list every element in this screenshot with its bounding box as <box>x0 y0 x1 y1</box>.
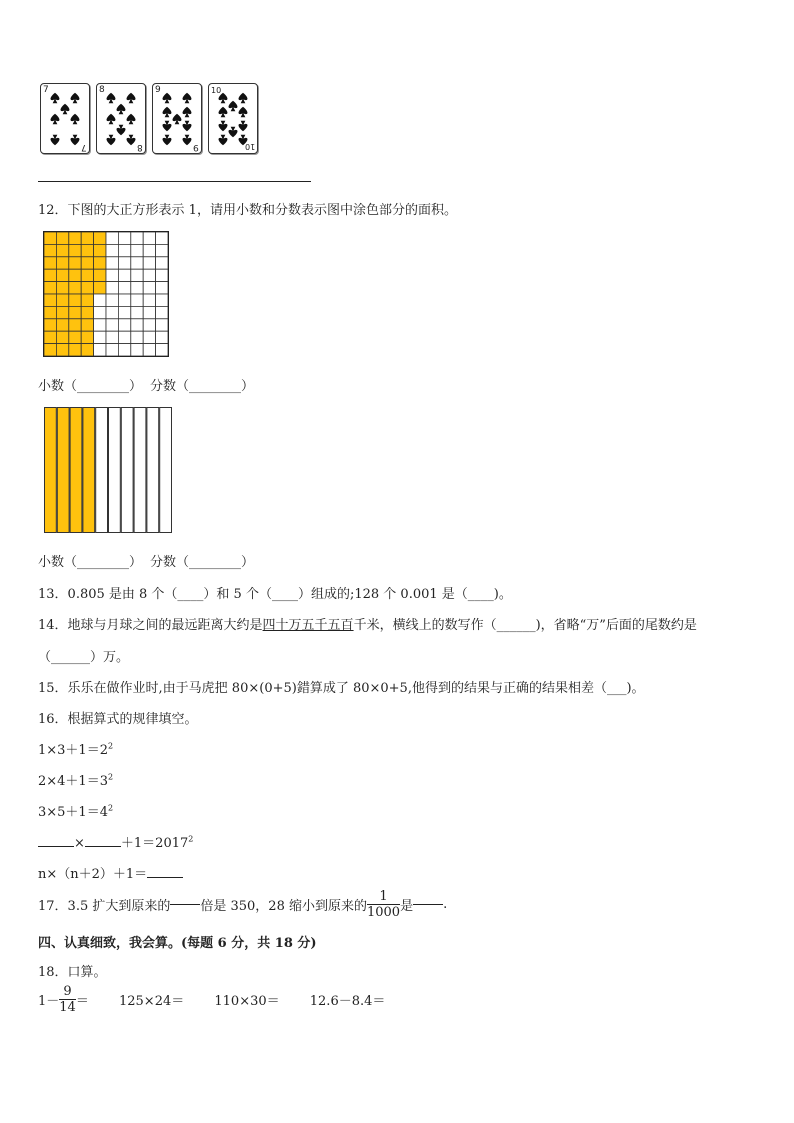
grid-cell <box>69 331 81 343</box>
equation-4 <box>38 832 193 851</box>
strip <box>57 408 69 533</box>
grid-cell <box>118 344 130 356</box>
underlined-number: 四十万五千五百 <box>262 618 354 633</box>
blank[interactable] <box>147 877 183 878</box>
spade-pip <box>51 135 60 145</box>
spade-pip <box>219 135 228 145</box>
question-15: 15．乐乐在做作业时,由于马虎把 80×(0+5)錯算成了 80×0+5,他得到的结果与正确的结果相差（___)。 <box>38 681 645 696</box>
fraction-numerator: 1 <box>367 889 400 905</box>
spade-icon <box>209 84 257 153</box>
calc-item: 110×30＝ <box>214 994 280 1009</box>
strip-diagram <box>44 407 172 533</box>
question-14-text-2: 千米，横线上的数写作（______)，省略“万”后面的尾数约是 <box>353 618 697 633</box>
fraction <box>59 984 76 1015</box>
grid-cell <box>69 344 81 356</box>
question-14-line2: （______）万。 <box>38 650 130 665</box>
grid-cell <box>106 294 118 306</box>
question-17-text-2: 倍是 350，28 缩小到原来的 <box>200 899 367 914</box>
grid-cell <box>94 282 106 294</box>
grid-cell <box>143 257 155 269</box>
spade-pip <box>239 121 248 131</box>
grid-cell <box>81 344 93 356</box>
oral-calc-row <box>38 984 385 1015</box>
spade-pip <box>71 135 80 145</box>
grid-cell <box>156 269 168 281</box>
grid-cell <box>143 319 155 331</box>
playing-card-10 <box>208 83 258 154</box>
spade-pip <box>183 135 192 145</box>
grid-cell <box>69 269 81 281</box>
grid-cell <box>106 269 118 281</box>
grid-cell <box>156 319 168 331</box>
grid-cell <box>156 282 168 294</box>
answer-line <box>38 181 311 182</box>
grid-cell <box>69 306 81 318</box>
grid-cell <box>81 319 93 331</box>
grid-cell <box>56 319 68 331</box>
equation-2 <box>38 770 113 789</box>
grid-cell <box>94 269 106 281</box>
strip <box>70 408 82 533</box>
spade-pip <box>163 135 172 145</box>
answer-fraction-2: 分数（________） <box>150 555 255 570</box>
card-rank: 10 <box>244 142 255 151</box>
playing-card-8 <box>96 83 146 154</box>
grid-cell <box>106 282 118 294</box>
strip-diagram-bars <box>44 407 172 533</box>
grid-cell <box>56 269 68 281</box>
spade-pip <box>163 107 172 117</box>
grid-cell <box>131 232 143 244</box>
grid-cell <box>56 232 68 244</box>
grid-cell <box>69 257 81 269</box>
grid-cell <box>81 269 93 281</box>
grid-cell <box>94 306 106 318</box>
question-17-text: 17．3.5 扩大到原来的 <box>38 899 171 914</box>
strip <box>160 408 172 533</box>
strip <box>83 408 95 533</box>
card-rank: 7 <box>43 85 49 95</box>
card-rank: 8 <box>99 85 105 95</box>
grid-cell <box>44 282 56 294</box>
grid-cell <box>156 257 168 269</box>
blank[interactable] <box>413 904 443 905</box>
question-13: 13．0.805 是由 8 个（____）和 5 个（____）组成的;128 个 0.001 是（____)。 <box>38 587 512 602</box>
grid-cell <box>143 269 155 281</box>
grid-cell <box>131 244 143 256</box>
grid-cell <box>118 232 130 244</box>
grid-cell <box>118 306 130 318</box>
spade-pip <box>107 135 116 145</box>
card-rank: 7 <box>81 142 87 152</box>
grid-cell <box>156 331 168 343</box>
grid-cell <box>118 282 130 294</box>
grid-cell <box>106 257 118 269</box>
blank[interactable] <box>170 904 200 905</box>
grid-cell <box>118 331 130 343</box>
equation-3 <box>38 801 113 820</box>
spade-pip <box>173 114 182 124</box>
question-16: 16．根据算式的规律填空。 <box>38 712 198 727</box>
blank[interactable] <box>38 846 74 847</box>
exponent: 2 <box>107 772 114 782</box>
grid-cell <box>56 244 68 256</box>
card-rank: 8 <box>137 142 143 152</box>
strip <box>147 408 159 533</box>
grid-cell <box>56 282 68 294</box>
exponent: 2 <box>188 834 194 844</box>
grid-cell <box>94 244 106 256</box>
spade-pip <box>61 104 70 114</box>
grid-cell <box>131 257 143 269</box>
grid-cell <box>156 344 168 356</box>
playing-card-7 <box>40 83 90 154</box>
grid-cell <box>131 331 143 343</box>
grid-cell <box>143 331 155 343</box>
grid-cell <box>131 344 143 356</box>
grid-cell <box>106 306 118 318</box>
equation-1 <box>38 739 113 758</box>
grid-cell <box>131 319 143 331</box>
grid-cell <box>44 294 56 306</box>
question-12: 12．下图的大正方形表示 1，请用小数和分数表示图中涂色部分的面积。 <box>38 203 457 218</box>
grid-cell <box>118 244 130 256</box>
grid-cell <box>156 306 168 318</box>
grid-cell <box>118 294 130 306</box>
spade-pip <box>219 121 228 131</box>
spade-pip <box>219 93 228 103</box>
grid-cell <box>44 269 56 281</box>
grid-cell <box>106 344 118 356</box>
grid-cell <box>44 344 56 356</box>
spade-pip <box>71 93 80 103</box>
grid-cell <box>81 294 93 306</box>
equation-text: ＋1＝2017 <box>120 836 189 851</box>
answer-fraction-1: 分数（________） <box>150 379 255 394</box>
grid-cell <box>81 282 93 294</box>
grid-cell <box>94 319 106 331</box>
spade-pip <box>163 121 172 131</box>
equation-text: 1×3＋1＝2 <box>38 743 108 758</box>
hundred-grid <box>43 231 169 357</box>
spade-icon <box>153 84 201 153</box>
spade-pip <box>117 104 126 114</box>
grid-cell <box>69 244 81 256</box>
grid-cell <box>56 257 68 269</box>
grid-cell <box>56 306 68 318</box>
spade-pip <box>163 93 172 103</box>
fraction-denominator: 1000 <box>366 905 401 920</box>
grid-cell <box>156 294 168 306</box>
strip <box>96 408 108 533</box>
grid-cell <box>143 244 155 256</box>
grid-cell <box>44 319 56 331</box>
grid-cell <box>69 294 81 306</box>
equation-text: 2×4＋1＝3 <box>38 774 108 789</box>
playing-card-9 <box>152 83 202 154</box>
spade-pip <box>239 135 248 145</box>
question-14 <box>38 614 697 633</box>
grid-cell <box>94 257 106 269</box>
equation-text: 3×5＋1＝4 <box>38 805 108 820</box>
grid-cell <box>56 294 68 306</box>
grid-cell <box>69 282 81 294</box>
question-17 <box>38 889 447 920</box>
calc-item: 12.6－8.4＝ <box>309 994 386 1009</box>
strip <box>45 408 57 533</box>
hundred-grid-cells <box>44 232 168 356</box>
answer-decimal-1: 小数（________） <box>38 379 143 394</box>
grid-cell <box>56 344 68 356</box>
strip <box>121 408 133 533</box>
strip <box>109 408 121 533</box>
spade-pip <box>51 93 60 103</box>
spade-pip <box>183 107 192 117</box>
spade-pip <box>229 127 238 137</box>
card-rank: 9 <box>193 142 199 152</box>
grid-cell <box>81 232 93 244</box>
grid-cell <box>131 269 143 281</box>
grid-cell <box>56 331 68 343</box>
spade-pip <box>219 107 228 117</box>
grid-cell <box>106 232 118 244</box>
grid-cell <box>143 232 155 244</box>
spade-pip <box>183 93 192 103</box>
spade-pip <box>127 135 136 145</box>
grid-cell <box>106 319 118 331</box>
grid-cell <box>143 306 155 318</box>
grid-cell <box>118 319 130 331</box>
grid-cell <box>69 319 81 331</box>
grid-cell <box>156 244 168 256</box>
grid-cell <box>118 269 130 281</box>
equation-text: n×（n＋2）＋1＝ <box>38 867 148 882</box>
fraction <box>367 889 400 920</box>
equation-5 <box>38 863 183 882</box>
spade-pip <box>107 93 116 103</box>
grid-cell <box>81 244 93 256</box>
spade-icon <box>97 84 145 153</box>
card-rank: 9 <box>155 85 161 95</box>
spade-pip <box>51 114 60 124</box>
calc-item: 125×24＝ <box>118 994 185 1009</box>
question-14-text: 14．地球与月球之间的最远距离大约是 <box>38 618 263 633</box>
fraction-numerator: 9 <box>59 984 76 1000</box>
spade-icon <box>41 84 89 153</box>
blank[interactable] <box>85 846 121 847</box>
grid-cell <box>81 331 93 343</box>
grid-cell <box>44 244 56 256</box>
grid-cell <box>118 257 130 269</box>
grid-cell <box>69 232 81 244</box>
grid-cell <box>81 306 93 318</box>
grid-cell <box>143 282 155 294</box>
spade-pip <box>71 114 80 124</box>
grid-cell <box>143 344 155 356</box>
grid-cell <box>94 232 106 244</box>
grid-cell <box>44 306 56 318</box>
spade-pip <box>127 114 136 124</box>
question-17-text-3: 是 <box>400 899 414 914</box>
grid-cell <box>44 331 56 343</box>
grid-cell <box>131 282 143 294</box>
grid-cell <box>94 294 106 306</box>
grid-cell <box>156 232 168 244</box>
grid-cell <box>94 344 106 356</box>
section-heading: 四、认真细致，我会算。(每题 6 分，共 18 分) <box>38 936 317 951</box>
spade-pip <box>107 114 116 124</box>
exponent: 2 <box>107 803 114 813</box>
grid-cell <box>143 294 155 306</box>
grid-cell <box>44 257 56 269</box>
grid-cell <box>131 306 143 318</box>
spade-pip <box>183 121 192 131</box>
spade-pip <box>239 93 248 103</box>
spade-pip <box>229 101 238 111</box>
calc-item: ＝ <box>75 994 89 1009</box>
answer-decimal-2: 小数（________） <box>38 555 143 570</box>
grid-cell <box>44 232 56 244</box>
grid-cell <box>81 257 93 269</box>
spade-pip <box>117 125 126 135</box>
equation-text: × <box>74 836 85 851</box>
grid-cell <box>106 244 118 256</box>
spade-pip <box>239 107 248 117</box>
grid-cell <box>94 331 106 343</box>
fraction-denominator: 14 <box>59 1000 76 1015</box>
exponent: 2 <box>107 741 114 751</box>
period: . <box>443 897 448 912</box>
spade-pip <box>127 93 136 103</box>
grid-cell <box>106 331 118 343</box>
grid-cell <box>131 294 143 306</box>
strip <box>134 408 146 533</box>
card-rank: 10 <box>211 86 222 95</box>
calc-item: 1－ <box>38 994 60 1009</box>
question-18: 18．口算。 <box>38 965 107 980</box>
